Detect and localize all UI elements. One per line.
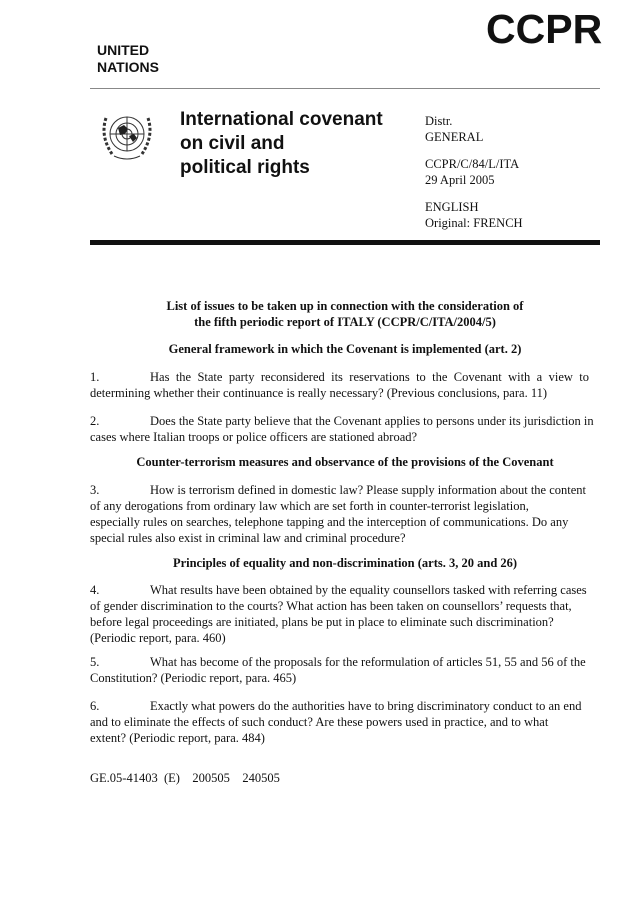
distribution-block — [425, 113, 483, 145]
paragraph-line: Constitution? (Periodic report, para. 465) — [90, 671, 297, 685]
paragraph-line: extent? (Periodic report, para. 484) — [90, 731, 265, 745]
title-divider — [90, 240, 600, 245]
line-text: How is terrorism defined in domestic law? Please supply information about the content — [150, 483, 587, 497]
un-emblem-icon — [96, 108, 158, 164]
paragraph-line — [90, 582, 589, 598]
title-line: on civil and — [180, 133, 285, 154]
paragraph-number: 3. — [90, 483, 100, 497]
paragraph-number: 1. — [90, 370, 100, 384]
paragraph-line — [90, 698, 589, 714]
line-text: Exactly what powers do the authorities have to bring discriminatory conduct to an end — [150, 699, 582, 713]
line-text: Does the State party believe that the Covenant applies to persons under its jurisdiction in — [150, 414, 594, 428]
paragraph-line — [90, 369, 589, 385]
line-text: What has become of the proposals for the reformulation of articles 51, 55 and 56 of the — [150, 655, 586, 669]
paragraph-line: determining whether their continuance is really necessary? (Previous conclusions, para. 11) — [90, 386, 548, 400]
paragraph-line: before legal proceedings are initiated, plans be put in place to eliminate such discrimination? — [90, 615, 554, 629]
paragraph-line — [90, 413, 594, 429]
distr-label: Distr. — [425, 114, 453, 128]
title-line: political rights — [180, 157, 310, 178]
paragraph-line: cases where Italian troops or police officers are stationed abroad? — [90, 430, 418, 444]
paragraph-line: (Periodic report, para. 460) — [90, 631, 226, 645]
paragraph-line — [90, 654, 589, 670]
document-title — [180, 108, 383, 180]
section-heading: General framework in which the Covenant is implemented (art. 2) — [168, 342, 522, 356]
paragraph-line: and to eliminate the effects of such conduct? Are these powers used in practice, and to what — [90, 715, 549, 729]
section-heading: Counter-terrorism measures and observance of the provisions of the Covenant — [136, 455, 554, 469]
line-text: What results have been obtained by the equality counsellors tasked with referring cases — [150, 583, 587, 597]
title-line: International covenant — [180, 109, 383, 130]
paragraph-number: 6. — [90, 699, 100, 713]
org-line-1: UNITED — [97, 42, 150, 58]
organization-name — [97, 42, 159, 76]
symbol-date-block — [425, 156, 519, 188]
original-language: Original: FRENCH — [425, 216, 523, 230]
paragraph-number: 5. — [90, 655, 100, 669]
language: ENGLISH — [425, 200, 479, 214]
paragraph-number: 4. — [90, 583, 100, 597]
distribution-value: GENERAL — [425, 130, 484, 144]
section-heading: Principles of equality and non-discrimination (arts. 3, 20 and 26) — [172, 556, 518, 570]
header-divider — [90, 88, 600, 89]
paragraph-line: of any derogations from ordinary law which are set forth in counter-terrorist legislation, — [90, 499, 529, 513]
document-symbol: CCPR/C/84/L/ITA — [425, 157, 520, 171]
paragraph-line — [90, 482, 589, 498]
main-heading-line: List of issues to be taken up in connection with the consideration of — [166, 299, 524, 313]
document-date: 29 April 2005 — [425, 173, 495, 187]
line-text: Has the State party reconsidered its reservations to the Covenant with a view to — [150, 370, 589, 384]
main-heading-line: the fifth periodic report of ITALY (CCPR/C/ITA/2004/5) — [194, 315, 496, 329]
paragraph-number: 2. — [90, 414, 100, 428]
document-series-symbol: CCPR — [486, 6, 603, 52]
paragraph-line: special rules also exist in criminal law and criminal procedure? — [90, 531, 406, 545]
job-number-footer: GE.05-41403 (E) 200505 240505 — [90, 771, 280, 785]
org-line-2: NATIONS — [97, 59, 159, 75]
paragraph-line: especially rules on searches, telephone tapping and the interception of communications. Do any — [90, 515, 569, 529]
paragraph-line: of gender discrimination to the courts? What action has been taken on counsellors’ requests that, — [90, 599, 572, 613]
language-block — [425, 199, 523, 231]
